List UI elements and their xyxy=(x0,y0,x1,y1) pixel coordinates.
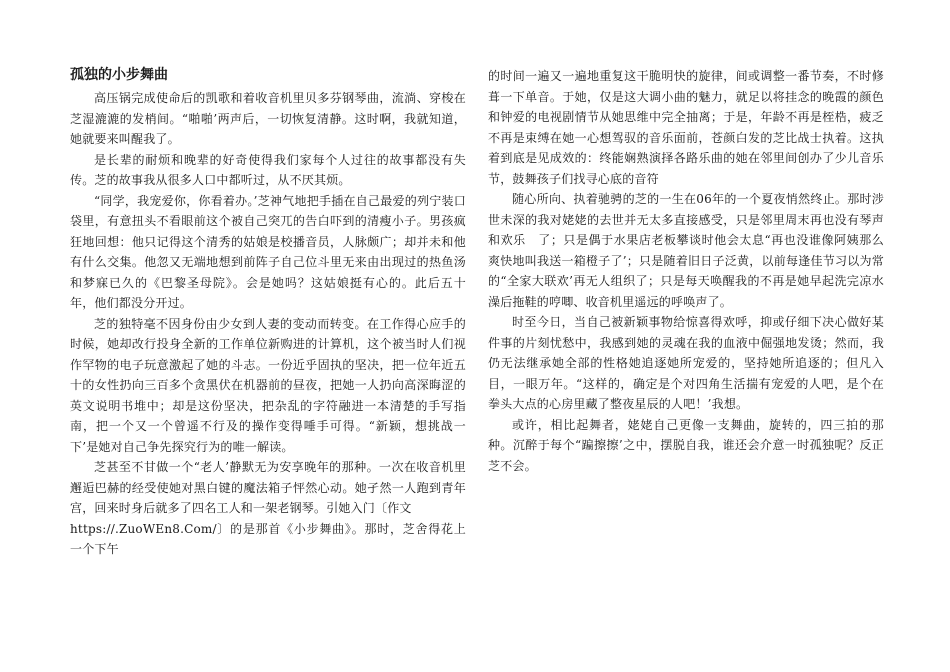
paragraph-piano: 芝甚至不甘做一个“老人’静默无为安享晚年的那种。一次在收音机里邂逅巴赫的经受使她对黑白键的魔法箱子怦然心动。她孑然一人跑到青年宫，回来时身后就多了四名工人和一架老钢琴。引她入门〔作文 xyxy=(70,460,466,515)
paragraph-today: 时至今日，当自己被新颖事物给惊喜得欢呼，抑或仔细下决心做好某件事的片刻忧愁中，我感到她的灵魂在我的血液中倔强地发烫；然而，我仍无法继承她全部的性格她追逐她所宠爱的，坚持她所追逐的；但凡入目，一眼万年。“这样的，确定是个对四角生活揣有宠爱的人吧，是个在拳头大点的心房里藏了整夜星辰的人吧！’我想。 xyxy=(488,315,884,411)
paragraph-passing: 随心所向、执着驰骋的芝的一生在06年的一个夏夜悄然终止。那时涉世未深的我对姥姥的去世并无太多直接感受，只是邻里周末再也没有琴声和欢乐 了；只是偶于水果店老板攀谈时他会太息“再也没谁像阿姨那么爽快地叫我送一箱橙子了’；只是随着旧日子泛黄，以前每逢佳节习以为常的“全家大联欢’再无人组织了；只是每天唤醒我的不再是她早起洗完凉水澡后拖鞋的哼唧、收音机里遥远的呼唤声了。 xyxy=(488,192,884,309)
right-column xyxy=(488,66,884,476)
paragraph-computer: 芝的独特毫不因身份由少女到人妻的变动而转变。在工作得心应手的时候，她却改行投身全新的工作单位新购进的计算机，这个被当时人们视作罕物的电子玩意激起了她的斗志。一份近乎固执的坚决，把一位年近五十的女性扔向三百多个贪黑伏在机器前的昼夜，把她一人扔向高深晦涩的英文说明书堆中；却是这份坚决，把杂乱的字符融进一本清楚的手写指南，把一个又一个曾遥不行及的操作变得唾手可得。“新颖，想挑战一下’是她对自己争先探究行为的唯一解读。 xyxy=(70,316,466,454)
paragraph-dance: 或许，相比起舞者，姥姥自己更像一支舞曲，旋转的，四三拍的那种。沉醉于每个“蹁擦擦’之中，摆脱自我，谁还会介意一时孤独呢？反正芝不会。 xyxy=(488,417,884,473)
article-title: 孤独的小步舞曲 xyxy=(70,67,168,83)
paragraph-confession: “同学，我宠爱你，你看着办。’芝神气地把手插在自己最爱的列宁装口袋里，有意扭头不看眼前这个被自己突兀的告白吓到的清瘦小子。男孩疯狂地回想：他只记得这个清秀的姑娘是校播音员，人脉颇广；却并未和他有什么交集。他忽又无端地想到前阵子自己位斗里无来由出现过的热鱼汤和梦寐已久的《巴黎圣母院》。会是她吗？这姑娘挺有心的。此后五十年，他们都没分开过。 xyxy=(70,193,466,310)
left-column xyxy=(70,66,466,560)
paragraph-melody: 的时间一遍又一遍地重复这干脆明快的旋律，间或调整一番节奏，不时修葺一下单音。于她，仅是这大调小曲的魅力，就足以将挂念的晚霞的颜色和钟爱的电视剧情节从她思维中完全抽离；于是，年龄不再是桎梏，疲乏不再是束缚在她一心想驾驭的音乐面前，苍颜白发的芝比战士执着。这执着到底是见成效的：终能娴熟演择各路乐曲的她在邻里间创办了少儿音乐节，鼓舞孩子们找寻心底的音符 xyxy=(488,69,884,186)
paragraph-piano-continued: https://.ZuoWEn8.Com/〕的是那首《小步舞曲》。那时，芝舍得花上一个下午 xyxy=(70,521,466,556)
paragraph-pressure-cooker: 高压锅完成使命后的凯歌和着收音机里贝多芬钢琴曲，流淌、穿梭在芝湿漉漉的发梢间。“啪啪’两声后，一切恢复清静。这时啊，我就知道，她就要来叫醒我了。 xyxy=(70,91,466,146)
paragraph-family-stories: 是长辈的耐烦和晚辈的好奇使得我们家每个人过往的故事都没有失传。芝的故事我从很多人口中都听过，从不厌其烦。 xyxy=(70,152,466,187)
